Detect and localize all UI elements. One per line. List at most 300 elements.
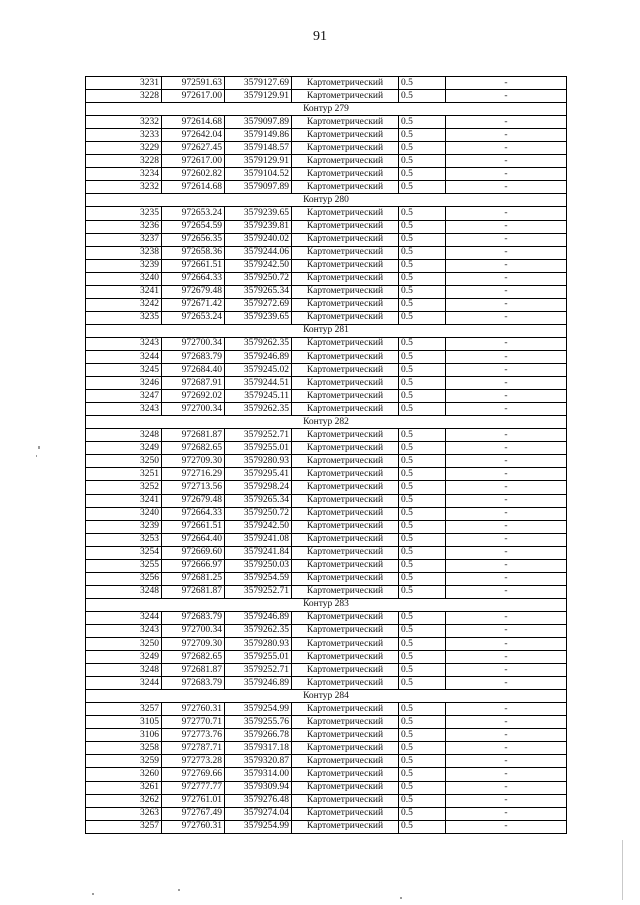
extra-cell: - xyxy=(446,624,567,637)
point-id-cell: 3245 xyxy=(86,364,162,377)
method-cell: Картометрический xyxy=(292,468,399,481)
precision-cell: 0.5 xyxy=(399,246,446,259)
table-row xyxy=(86,624,567,637)
precision-cell: 0.5 xyxy=(399,285,446,298)
precision-cell: 0.5 xyxy=(399,533,446,546)
point-id-cell: 3249 xyxy=(86,651,162,664)
extra-cell: - xyxy=(446,142,567,155)
x-coordinate-cell: 972669.60 xyxy=(162,546,225,559)
method-cell: Картометрический xyxy=(292,207,399,220)
table-row xyxy=(86,781,567,794)
y-coordinate-cell: 3579245.02 xyxy=(225,364,292,377)
method-cell: Картометрический xyxy=(292,442,399,455)
extra-cell: - xyxy=(446,390,567,403)
y-coordinate-cell: 3579255.76 xyxy=(225,716,292,729)
point-id-cell: 3252 xyxy=(86,481,162,494)
contour-group-row xyxy=(86,416,567,429)
extra-cell: - xyxy=(446,481,567,494)
y-coordinate-cell: 3579265.34 xyxy=(225,285,292,298)
table-row xyxy=(86,755,567,768)
extra-cell: - xyxy=(446,664,567,677)
table-row xyxy=(86,533,567,546)
precision-cell: 0.5 xyxy=(399,77,446,90)
y-coordinate-cell: 3579242.50 xyxy=(225,520,292,533)
y-coordinate-cell: 3579239.81 xyxy=(225,220,292,233)
method-cell: Картометрический xyxy=(292,507,399,520)
y-coordinate-cell: 3579240.02 xyxy=(225,233,292,246)
method-cell: Картометрический xyxy=(292,677,399,690)
method-cell: Картометрический xyxy=(292,364,399,377)
method-cell: Картометрический xyxy=(292,820,399,833)
x-coordinate-cell: 972767.49 xyxy=(162,807,225,820)
x-coordinate-cell: 972716.29 xyxy=(162,468,225,481)
point-id-cell: 3248 xyxy=(86,664,162,677)
point-id-cell: 3249 xyxy=(86,442,162,455)
y-coordinate-cell: 3579244.06 xyxy=(225,246,292,259)
x-coordinate-cell: 972602.82 xyxy=(162,168,225,181)
precision-cell: 0.5 xyxy=(399,520,446,533)
table-row xyxy=(86,181,567,194)
point-id-cell: 3241 xyxy=(86,285,162,298)
method-cell: Картометрический xyxy=(292,311,399,324)
precision-cell: 0.5 xyxy=(399,755,446,768)
y-coordinate-cell: 3579272.69 xyxy=(225,298,292,311)
point-id-cell: 3257 xyxy=(86,703,162,716)
coordinates-table-body xyxy=(86,77,567,834)
extra-cell: - xyxy=(446,298,567,311)
y-coordinate-cell: 3579254.99 xyxy=(225,820,292,833)
point-id-cell: 3235 xyxy=(86,207,162,220)
y-coordinate-cell: 3579252.71 xyxy=(225,585,292,598)
method-cell: Картометрический xyxy=(292,807,399,820)
extra-cell: - xyxy=(446,285,567,298)
y-coordinate-cell: 3579295.41 xyxy=(225,468,292,481)
point-id-cell: 3256 xyxy=(86,572,162,585)
x-coordinate-cell: 972653.24 xyxy=(162,207,225,220)
precision-cell: 0.5 xyxy=(399,116,446,129)
x-coordinate-cell: 972681.87 xyxy=(162,664,225,677)
point-id-cell: 3261 xyxy=(86,781,162,794)
table-row xyxy=(86,129,567,142)
method-cell: Картометрический xyxy=(292,768,399,781)
precision-cell: 0.5 xyxy=(399,168,446,181)
table-row xyxy=(86,820,567,833)
method-cell: Картометрический xyxy=(292,572,399,585)
coordinates-table xyxy=(85,76,567,834)
y-coordinate-cell: 3579255.01 xyxy=(225,651,292,664)
precision-cell: 0.5 xyxy=(399,664,446,677)
table-row xyxy=(86,742,567,755)
point-id-cell: 3243 xyxy=(86,624,162,637)
x-coordinate-cell: 972700.34 xyxy=(162,624,225,637)
extra-cell: - xyxy=(446,572,567,585)
method-cell: Картометрический xyxy=(292,377,399,390)
extra-cell: - xyxy=(446,181,567,194)
precision-cell: 0.5 xyxy=(399,207,446,220)
x-coordinate-cell: 972654.59 xyxy=(162,220,225,233)
x-coordinate-cell: 972683.79 xyxy=(162,350,225,363)
x-coordinate-cell: 972614.68 xyxy=(162,116,225,129)
x-coordinate-cell: 972671.42 xyxy=(162,298,225,311)
table-row xyxy=(86,768,567,781)
point-id-cell: 3258 xyxy=(86,742,162,755)
y-coordinate-cell: 3579097.89 xyxy=(225,116,292,129)
x-coordinate-cell: 972687.91 xyxy=(162,377,225,390)
x-coordinate-cell: 972787.71 xyxy=(162,742,225,755)
table-row xyxy=(86,246,567,259)
extra-cell: - xyxy=(446,90,567,103)
x-coordinate-cell: 972664.33 xyxy=(162,272,225,285)
method-cell: Картометрический xyxy=(292,794,399,807)
x-coordinate-cell: 972700.34 xyxy=(162,337,225,350)
y-coordinate-cell: 3579246.89 xyxy=(225,350,292,363)
method-cell: Картометрический xyxy=(292,129,399,142)
y-coordinate-cell: 3579246.89 xyxy=(225,611,292,624)
extra-cell: - xyxy=(446,220,567,233)
point-id-cell: 3233 xyxy=(86,129,162,142)
extra-cell: - xyxy=(446,350,567,363)
table-row xyxy=(86,311,567,324)
extra-cell: - xyxy=(446,651,567,664)
x-coordinate-cell: 972692.02 xyxy=(162,390,225,403)
table-row xyxy=(86,116,567,129)
method-cell: Картометрический xyxy=(292,742,399,755)
method-cell: Картометрический xyxy=(292,233,399,246)
point-id-cell: 3243 xyxy=(86,337,162,350)
table-row xyxy=(86,664,567,677)
extra-cell: - xyxy=(446,468,567,481)
point-id-cell: 3228 xyxy=(86,90,162,103)
y-coordinate-cell: 3579239.65 xyxy=(225,207,292,220)
y-coordinate-cell: 3579309.94 xyxy=(225,781,292,794)
x-coordinate-cell: 972682.65 xyxy=(162,651,225,664)
precision-cell: 0.5 xyxy=(399,807,446,820)
scan-speck xyxy=(92,893,94,895)
point-id-cell: 3238 xyxy=(86,246,162,259)
x-coordinate-cell: 972627.45 xyxy=(162,142,225,155)
y-coordinate-cell: 3579317.18 xyxy=(225,742,292,755)
method-cell: Картометрический xyxy=(292,298,399,311)
extra-cell: - xyxy=(446,638,567,651)
precision-cell: 0.5 xyxy=(399,181,446,194)
table-row xyxy=(86,716,567,729)
table-row xyxy=(86,168,567,181)
y-coordinate-cell: 3579255.01 xyxy=(225,442,292,455)
point-id-cell: 3262 xyxy=(86,794,162,807)
precision-cell: 0.5 xyxy=(399,624,446,637)
extra-cell: - xyxy=(446,442,567,455)
point-id-cell: 3106 xyxy=(86,729,162,742)
table-row xyxy=(86,677,567,690)
precision-cell: 0.5 xyxy=(399,311,446,324)
scan-edge-line xyxy=(622,840,623,900)
contour-group-label: Контур 283 xyxy=(86,598,567,611)
y-coordinate-cell: 3579314.00 xyxy=(225,768,292,781)
x-coordinate-cell: 972614.68 xyxy=(162,181,225,194)
point-id-cell: 3234 xyxy=(86,168,162,181)
point-id-cell: 3242 xyxy=(86,298,162,311)
y-coordinate-cell: 3579280.93 xyxy=(225,638,292,651)
method-cell: Картометрический xyxy=(292,546,399,559)
x-coordinate-cell: 972679.48 xyxy=(162,494,225,507)
extra-cell: - xyxy=(446,259,567,272)
y-coordinate-cell: 3579320.87 xyxy=(225,755,292,768)
y-coordinate-cell: 3579129.91 xyxy=(225,155,292,168)
point-id-cell: 3254 xyxy=(86,546,162,559)
method-cell: Картометрический xyxy=(292,664,399,677)
table-row xyxy=(86,364,567,377)
precision-cell: 0.5 xyxy=(399,220,446,233)
x-coordinate-cell: 972666.97 xyxy=(162,559,225,572)
table-row xyxy=(86,207,567,220)
method-cell: Картометрический xyxy=(292,272,399,285)
contour-group-label: Контур 284 xyxy=(86,690,567,703)
table-row xyxy=(86,442,567,455)
point-id-cell: 3232 xyxy=(86,181,162,194)
x-coordinate-cell: 972709.30 xyxy=(162,638,225,651)
x-coordinate-cell: 972591.63 xyxy=(162,77,225,90)
extra-cell: - xyxy=(446,155,567,168)
x-coordinate-cell: 972684.40 xyxy=(162,364,225,377)
point-id-cell: 3239 xyxy=(86,259,162,272)
extra-cell: - xyxy=(446,77,567,90)
table-row xyxy=(86,807,567,820)
method-cell: Картометрический xyxy=(292,638,399,651)
point-id-cell: 3259 xyxy=(86,755,162,768)
method-cell: Картометрический xyxy=(292,716,399,729)
point-id-cell: 3250 xyxy=(86,455,162,468)
contour-group-row xyxy=(86,690,567,703)
y-coordinate-cell: 3579127.69 xyxy=(225,77,292,90)
x-coordinate-cell: 972769.66 xyxy=(162,768,225,781)
method-cell: Картометрический xyxy=(292,481,399,494)
extra-cell: - xyxy=(446,585,567,598)
scan-speck xyxy=(400,897,402,899)
scan-speck xyxy=(178,889,180,891)
table-row xyxy=(86,90,567,103)
table-row xyxy=(86,572,567,585)
method-cell: Картометрический xyxy=(292,259,399,272)
table-row xyxy=(86,494,567,507)
table-row xyxy=(86,259,567,272)
y-coordinate-cell: 3579239.65 xyxy=(225,311,292,324)
x-coordinate-cell: 972683.79 xyxy=(162,611,225,624)
method-cell: Картометрический xyxy=(292,246,399,259)
method-cell: Картометрический xyxy=(292,77,399,90)
y-coordinate-cell: 3579129.91 xyxy=(225,90,292,103)
precision-cell: 0.5 xyxy=(399,455,446,468)
table-row xyxy=(86,468,567,481)
table-row xyxy=(86,233,567,246)
precision-cell: 0.5 xyxy=(399,390,446,403)
precision-cell: 0.5 xyxy=(399,468,446,481)
x-coordinate-cell: 972760.31 xyxy=(162,703,225,716)
precision-cell: 0.5 xyxy=(399,142,446,155)
extra-cell: - xyxy=(446,677,567,690)
precision-cell: 0.5 xyxy=(399,442,446,455)
x-coordinate-cell: 972661.51 xyxy=(162,259,225,272)
method-cell: Картометрический xyxy=(292,220,399,233)
table-row xyxy=(86,272,567,285)
precision-cell: 0.5 xyxy=(399,481,446,494)
method-cell: Картометрический xyxy=(292,624,399,637)
method-cell: Картометрический xyxy=(292,703,399,716)
y-coordinate-cell: 3579276.48 xyxy=(225,794,292,807)
precision-cell: 0.5 xyxy=(399,559,446,572)
point-id-cell: 3263 xyxy=(86,807,162,820)
point-id-cell: 3232 xyxy=(86,116,162,129)
precision-cell: 0.5 xyxy=(399,716,446,729)
precision-cell: 0.5 xyxy=(399,403,446,416)
method-cell: Картометрический xyxy=(292,533,399,546)
extra-cell: - xyxy=(446,546,567,559)
precision-cell: 0.5 xyxy=(399,611,446,624)
method-cell: Картометрический xyxy=(292,651,399,664)
method-cell: Картометрический xyxy=(292,142,399,155)
extra-cell: - xyxy=(446,429,567,442)
page-number: 91 xyxy=(313,29,327,44)
extra-cell: - xyxy=(446,233,567,246)
point-id-cell: 3244 xyxy=(86,611,162,624)
point-id-cell: 3239 xyxy=(86,520,162,533)
table-row xyxy=(86,142,567,155)
extra-cell: - xyxy=(446,246,567,259)
table-row xyxy=(86,638,567,651)
point-id-cell: 3243 xyxy=(86,403,162,416)
precision-cell: 0.5 xyxy=(399,494,446,507)
method-cell: Картометрический xyxy=(292,168,399,181)
point-id-cell: 3236 xyxy=(86,220,162,233)
table-row xyxy=(86,729,567,742)
contour-group-row xyxy=(86,598,567,611)
precision-cell: 0.5 xyxy=(399,768,446,781)
point-id-cell: 3240 xyxy=(86,507,162,520)
precision-cell: 0.5 xyxy=(399,703,446,716)
y-coordinate-cell: 3579097.89 xyxy=(225,181,292,194)
y-coordinate-cell: 3579241.08 xyxy=(225,533,292,546)
y-coordinate-cell: 3579280.93 xyxy=(225,455,292,468)
extra-cell: - xyxy=(446,703,567,716)
x-coordinate-cell: 972617.00 xyxy=(162,155,225,168)
x-coordinate-cell: 972617.00 xyxy=(162,90,225,103)
x-coordinate-cell: 972713.56 xyxy=(162,481,225,494)
table-row xyxy=(86,455,567,468)
y-coordinate-cell: 3579262.35 xyxy=(225,624,292,637)
method-cell: Картометрический xyxy=(292,285,399,298)
table-row xyxy=(86,546,567,559)
table-row xyxy=(86,429,567,442)
point-id-cell: 3235 xyxy=(86,311,162,324)
x-coordinate-cell: 972709.30 xyxy=(162,455,225,468)
x-coordinate-cell: 972658.36 xyxy=(162,246,225,259)
method-cell: Картометрический xyxy=(292,350,399,363)
point-id-cell: 3246 xyxy=(86,377,162,390)
precision-cell: 0.5 xyxy=(399,337,446,350)
method-cell: Картометрический xyxy=(292,520,399,533)
y-coordinate-cell: 3579246.89 xyxy=(225,677,292,690)
precision-cell: 0.5 xyxy=(399,377,446,390)
precision-cell: 0.5 xyxy=(399,429,446,442)
precision-cell: 0.5 xyxy=(399,259,446,272)
extra-cell: - xyxy=(446,168,567,181)
method-cell: Картометрический xyxy=(292,755,399,768)
x-coordinate-cell: 972679.48 xyxy=(162,285,225,298)
method-cell: Картометрический xyxy=(292,337,399,350)
contour-group-row xyxy=(86,103,567,116)
extra-cell: - xyxy=(446,337,567,350)
precision-cell: 0.5 xyxy=(399,742,446,755)
y-coordinate-cell: 3579250.72 xyxy=(225,272,292,285)
y-coordinate-cell: 3579298.24 xyxy=(225,481,292,494)
y-coordinate-cell: 3579262.35 xyxy=(225,403,292,416)
x-coordinate-cell: 972773.76 xyxy=(162,729,225,742)
precision-cell: 0.5 xyxy=(399,507,446,520)
table-row xyxy=(86,350,567,363)
precision-cell: 0.5 xyxy=(399,677,446,690)
table-row xyxy=(86,585,567,598)
extra-cell: - xyxy=(446,494,567,507)
point-id-cell: 3244 xyxy=(86,350,162,363)
point-id-cell: 3253 xyxy=(86,533,162,546)
table-row xyxy=(86,507,567,520)
scan-speck xyxy=(38,446,40,449)
method-cell: Картометрический xyxy=(292,611,399,624)
contour-group-label: Контур 280 xyxy=(86,194,567,207)
method-cell: Картометрический xyxy=(292,585,399,598)
x-coordinate-cell: 972761.01 xyxy=(162,794,225,807)
x-coordinate-cell: 972682.65 xyxy=(162,442,225,455)
method-cell: Картометрический xyxy=(292,390,399,403)
method-cell: Картометрический xyxy=(292,494,399,507)
contour-group-label: Контур 279 xyxy=(86,103,567,116)
method-cell: Картометрический xyxy=(292,90,399,103)
table-row xyxy=(86,794,567,807)
x-coordinate-cell: 972681.87 xyxy=(162,429,225,442)
point-id-cell: 3241 xyxy=(86,494,162,507)
extra-cell: - xyxy=(446,611,567,624)
x-coordinate-cell: 972773.28 xyxy=(162,755,225,768)
y-coordinate-cell: 3579149.86 xyxy=(225,129,292,142)
y-coordinate-cell: 3579266.78 xyxy=(225,729,292,742)
point-id-cell: 3240 xyxy=(86,272,162,285)
point-id-cell: 3229 xyxy=(86,142,162,155)
y-coordinate-cell: 3579252.71 xyxy=(225,664,292,677)
table-row xyxy=(86,220,567,233)
extra-cell: - xyxy=(446,742,567,755)
method-cell: Картометрический xyxy=(292,116,399,129)
extra-cell: - xyxy=(446,377,567,390)
method-cell: Картометрический xyxy=(292,781,399,794)
x-coordinate-cell: 972681.25 xyxy=(162,572,225,585)
point-id-cell: 3244 xyxy=(86,677,162,690)
table-row xyxy=(86,390,567,403)
y-coordinate-cell: 3579241.84 xyxy=(225,546,292,559)
precision-cell: 0.5 xyxy=(399,155,446,168)
precision-cell: 0.5 xyxy=(399,546,446,559)
point-id-cell: 3247 xyxy=(86,390,162,403)
extra-cell: - xyxy=(446,364,567,377)
method-cell: Картометрический xyxy=(292,181,399,194)
contour-group-row xyxy=(86,324,567,337)
point-id-cell: 3251 xyxy=(86,468,162,481)
table-row xyxy=(86,298,567,311)
extra-cell: - xyxy=(446,207,567,220)
method-cell: Картометрический xyxy=(292,729,399,742)
point-id-cell: 3248 xyxy=(86,429,162,442)
y-coordinate-cell: 3579104.52 xyxy=(225,168,292,181)
y-coordinate-cell: 3579262.35 xyxy=(225,337,292,350)
y-coordinate-cell: 3579252.71 xyxy=(225,429,292,442)
